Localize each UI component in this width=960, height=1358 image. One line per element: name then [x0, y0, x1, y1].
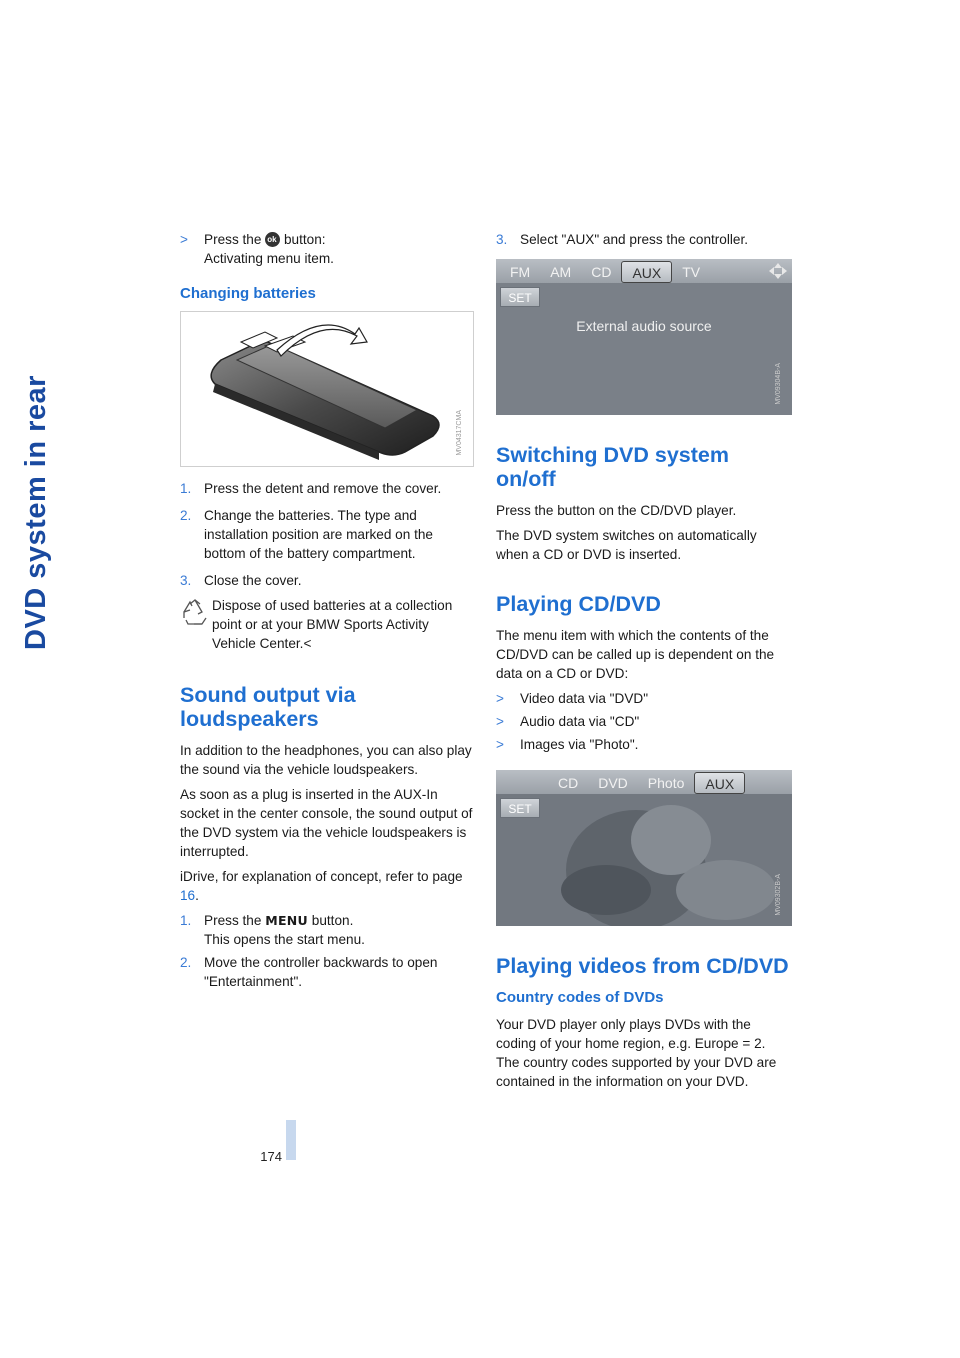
- playing-heading: Playing CD/DVD: [496, 592, 661, 616]
- set-button[interactable]: SET: [500, 798, 540, 818]
- step-text-before: Press the: [204, 913, 262, 928]
- sound-output-paragraph: As soon as a plug is inserted in the AUX-In socket in the center console, the sound output of the DVD system via the vehicle loudspeakers is interrupted.: [180, 787, 473, 859]
- sound-step: [180, 911, 474, 949]
- bullet-text: Audio data via "CD": [520, 714, 640, 729]
- screen1-tabs: [500, 261, 710, 283]
- tab-aux[interactable]: AUX: [621, 261, 672, 283]
- bullet-text: Images via "Photo".: [520, 737, 639, 752]
- idrive-text: iDrive, for explanation of concept, refer to page: [180, 869, 463, 884]
- tab-cd[interactable]: CD: [558, 775, 579, 791]
- battery-step: [180, 506, 474, 563]
- aux-step: [496, 230, 792, 249]
- step-number: 3.: [496, 232, 508, 247]
- bullet-text-before: Press the: [204, 232, 262, 247]
- chapter-title: [14, 30, 58, 650]
- sound-output-heading: Sound output via loudspeakers: [180, 683, 356, 731]
- recycling-note: [180, 596, 474, 653]
- tab-am[interactable]: AM: [550, 264, 572, 280]
- bullet-line2: Activating menu item.: [204, 251, 334, 266]
- step-number: 2.: [180, 508, 192, 523]
- battery-step: [180, 479, 474, 498]
- bullet-mark: >: [180, 232, 188, 247]
- step-number: 1.: [180, 913, 192, 928]
- playing-bullet: [496, 689, 792, 708]
- step-number: 2.: [180, 955, 192, 970]
- tab-fm[interactable]: FM: [510, 264, 531, 280]
- bullet-text-after: button:: [283, 232, 326, 247]
- sound-output-paragraph: In addition to the headphones, you can also play the sound via the vehicle loudspeakers.: [180, 743, 472, 777]
- figure-id: MV09304B-A: [775, 363, 782, 405]
- set-button[interactable]: SET: [500, 287, 540, 307]
- changing-batteries-heading: Changing batteries: [180, 285, 316, 302]
- country-codes-paragraph: Your DVD player only plays DVDs with the coding of your home region, e.g. Europe = 2. The country codes supported by your DVD are contained in the information on your DVD.: [496, 1017, 777, 1089]
- switching-heading: Switching DVD system on/off: [496, 443, 729, 491]
- tab-photo[interactable]: Photo: [647, 775, 685, 791]
- recycle-icon: [180, 598, 210, 628]
- idrive-end: .: [195, 888, 199, 903]
- step-text-after: button.: [311, 913, 354, 928]
- battery-step: [180, 571, 474, 590]
- remote-control-figure: [180, 311, 474, 467]
- switching-paragraph: Press the button on the CD/DVD player.: [496, 503, 737, 518]
- external-audio-label: External audio source: [576, 318, 712, 334]
- tab-dvd[interactable]: DVD: [598, 775, 628, 791]
- step-text: Change the batteries. The type and installation position are marked on the bottom of the battery compartment.: [204, 508, 433, 561]
- bullet-text: Video data via "DVD": [520, 691, 649, 706]
- tab-aux[interactable]: AUX: [694, 772, 745, 794]
- bullet-mark: >: [496, 691, 504, 706]
- recycling-note-text: Dispose of used batteries at a collection point or at your BMW Sports Activity Vehicle Center.: [212, 598, 453, 651]
- step-text: Select "AUX" and press the controller.: [520, 232, 749, 247]
- switching-paragraph: The DVD system switches on automatically when a CD or DVD is inserted.: [496, 528, 757, 562]
- menu-button-label: MENU: [265, 913, 308, 928]
- ok-button-icon: [265, 232, 280, 247]
- sound-step: [180, 953, 474, 991]
- navigation-arrows-icon: [768, 262, 788, 280]
- step-number: 1.: [180, 481, 192, 496]
- figure-id: MV04317CMA: [456, 410, 463, 456]
- dvd-screen-figure: [496, 770, 792, 926]
- step-text: Press the detent and remove the cover.: [204, 481, 442, 496]
- step-number: 3.: [180, 573, 192, 588]
- page-link[interactable]: 16: [180, 888, 196, 903]
- videos-heading: Playing videos from CD/DVD: [496, 954, 789, 978]
- aux-screen-figure: [496, 259, 792, 415]
- page-number: 174: [260, 1149, 282, 1164]
- step-line2: This opens the start menu.: [204, 932, 365, 947]
- intro-bullet: [180, 230, 474, 268]
- note-end-mark: <: [303, 636, 312, 651]
- playing-bullet: [496, 735, 792, 754]
- page-marker-bar: [286, 1120, 296, 1160]
- figure-id: MV09302B-A: [775, 874, 782, 916]
- screen2-tabs: [548, 772, 745, 794]
- bullet-mark: >: [496, 737, 504, 752]
- chapter-title-text: DVD system in rear: [20, 375, 52, 650]
- step-text: Move the controller backwards to open "Entertainment".: [204, 955, 438, 989]
- left-column: [180, 230, 474, 995]
- country-codes-heading: Country codes of DVDs: [496, 989, 664, 1006]
- bullet-mark: >: [496, 714, 504, 729]
- step-text: Close the cover.: [204, 573, 302, 588]
- recycling-note-text-wrap: [212, 596, 474, 653]
- idrive-reference: [180, 867, 474, 905]
- tab-cd[interactable]: CD: [591, 264, 612, 280]
- tab-tv[interactable]: TV: [682, 264, 701, 280]
- remote-control-illustration: [181, 312, 473, 466]
- playing-paragraph: The menu item with which the contents of the CD/DVD can be called up is dependent on the data on a CD or DVD:: [496, 628, 775, 681]
- playing-bullet: [496, 712, 792, 731]
- right-column: [496, 230, 792, 1097]
